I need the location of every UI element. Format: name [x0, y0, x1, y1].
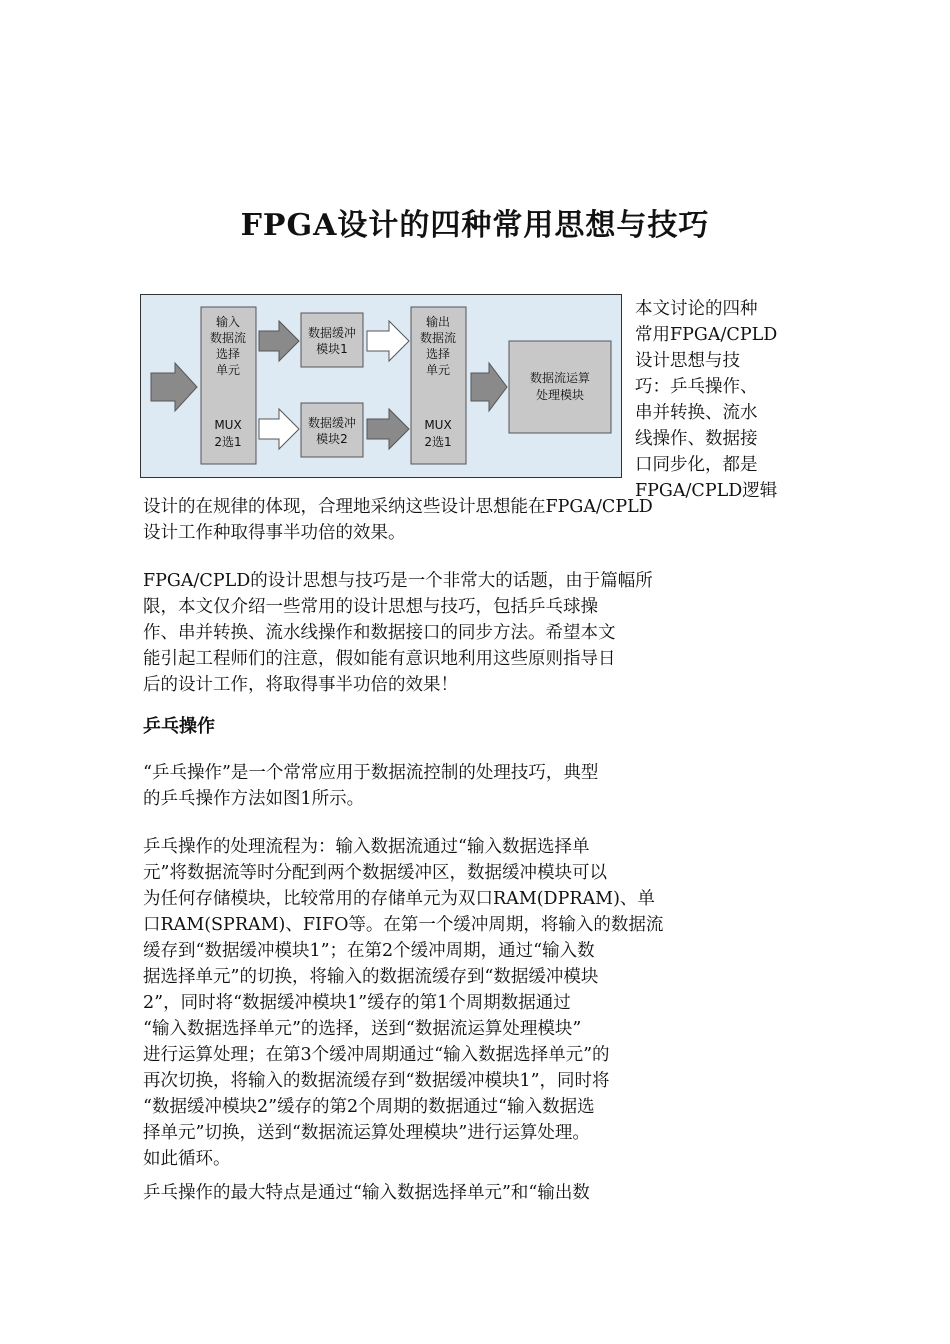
paragraph-line: 缓存到“数据缓冲模块1”；在第2个缓冲周期，通过“输入数 — [143, 941, 595, 961]
input-mux-label-2: 2选1 — [214, 435, 242, 449]
arrow-to-buffer1 — [259, 321, 299, 361]
paragraph-line: 的乒乓操作方法如图1所示。 — [143, 789, 365, 809]
ping-pong-figure — [140, 294, 622, 478]
paragraph-line: 乒乓操作的处理流程为：输入数据流通过“输入数据选择单 — [143, 837, 590, 857]
paragraph-line: 据选择单元”的切换，将输入的数据流缓存到“数据缓冲模块 — [143, 967, 599, 987]
intro-side-line: 串并转换、流水 — [635, 403, 758, 423]
buffer1-box — [301, 313, 363, 367]
output-mux-label-1: MUX — [424, 418, 452, 432]
paragraph-line: 2”，同时将“数据缓冲模块1”缓存的第1个周期数据通过 — [143, 993, 571, 1013]
paragraph-line: 作、串并转换、流水线操作和数据接口的同步方法。希望本文 — [143, 623, 616, 643]
intro-side-text — [635, 296, 810, 504]
intro-side-line: 本文讨论的四种 — [635, 299, 758, 319]
paragraph-line: “乒乓操作”是一个常常应用于数据流控制的处理技巧，典型 — [143, 763, 599, 783]
paragraph-line: 能引起工程师们的注意，假如能有意识地利用这些原则指导日 — [143, 649, 616, 669]
input-unit-label-4: 单元 — [215, 363, 241, 377]
paragraph-ping-pong-feature — [143, 1180, 808, 1206]
arrow-from-buffer2 — [367, 409, 409, 449]
paragraph-line: 元”将数据流等时分配到两个数据缓冲区，数据缓冲模块可以 — [143, 863, 607, 883]
paragraph-line: 后的设计工作，将取得事半功倍的效果！ — [143, 675, 458, 695]
paragraph-line: 乒乓操作的最大特点是通过“输入数据选择单元”和“输出数 — [143, 1183, 590, 1203]
output-unit-label-2: 数据流 — [419, 331, 457, 345]
input-arrow — [151, 363, 197, 411]
arrow-to-process — [471, 363, 507, 411]
paragraph-line: 口RAM(SPRAM)、FIFO等。在第一个缓冲周期，将输入的数据流 — [143, 915, 664, 935]
paragraph-line: “数据缓冲模块2”缓存的第2个周期的数据通过“输入数据选 — [143, 1097, 595, 1117]
paragraph-line: 如此循环。 — [143, 1149, 231, 1169]
output-unit-label-1: 输出 — [425, 315, 451, 329]
paragraph-scope — [143, 568, 808, 698]
figure-diagram — [141, 295, 621, 477]
buffer2-label-1: 数据缓冲 — [307, 416, 357, 430]
arrow-to-buffer2 — [259, 409, 299, 449]
intro-side-line: 常用FPGA/CPLD — [635, 325, 778, 345]
intro-continuation — [143, 494, 808, 546]
section-heading-ping-pong: 乒乓操作 — [143, 716, 215, 737]
page-title: FPGA设计的四种常用思想与技巧 — [240, 208, 710, 243]
output-unit-label-3: 选择 — [425, 347, 451, 361]
intro-side-line: 巧：乒乓操作、 — [635, 377, 758, 397]
intro-side-line: 口同步化，都是 — [635, 455, 758, 475]
paragraph-ping-pong-intro — [143, 760, 808, 812]
paragraph-line: FPGA/CPLD的设计思想与技巧是一个非常大的话题，由于篇幅所 — [143, 571, 653, 591]
process-label-1: 数据流运算 — [529, 371, 591, 385]
intro-line: 设计工作种取得事半功倍的效果。 — [143, 523, 406, 543]
intro-side-line: 设计思想与技 — [635, 351, 740, 371]
output-mux-label-2: 2选1 — [424, 435, 452, 449]
arrow-from-buffer1 — [367, 321, 409, 361]
paragraph-line: 限，本文仅介绍一些常用的设计思想与技巧，包括乒乓球操 — [143, 597, 598, 617]
paragraph-line: 择单元”切换，送到“数据流运算处理模块”进行运算处理。 — [143, 1123, 590, 1143]
paragraph-ping-pong-flow — [143, 834, 808, 1172]
input-mux-label-1: MUX — [214, 418, 242, 432]
intro-side-line: FPGA/CPLD逻辑 — [635, 481, 778, 501]
output-unit-label-4: 单元 — [425, 363, 451, 377]
paragraph-line: “输入数据选择单元”的选择，送到“数据流运算处理模块” — [143, 1019, 582, 1039]
buffer1-label-1: 数据缓冲 — [307, 326, 357, 340]
input-unit-label-3: 选择 — [215, 347, 241, 361]
process-box — [509, 341, 611, 433]
paragraph-line: 进行运算处理；在第3个缓冲周期通过“输入数据选择单元”的 — [143, 1045, 610, 1065]
input-unit-label-2: 数据流 — [209, 331, 247, 345]
intro-side-line: 线操作、数据接 — [635, 429, 758, 449]
input-unit-label-1: 输入 — [215, 315, 241, 329]
intro-line: 设计的在规律的体现，合理地采纳这些设计思想能在FPGA/CPLD — [143, 497, 653, 517]
buffer2-box — [301, 403, 363, 457]
process-label-2: 处理模块 — [535, 388, 585, 402]
buffer2-label-2: 模块2 — [316, 432, 348, 446]
paragraph-line: 再次切换，将输入的数据流缓存到“数据缓冲模块1”，同时将 — [143, 1071, 610, 1091]
paragraph-line: 为任何存储模块，比较常用的存储单元为双口RAM(DPRAM)、单 — [143, 889, 655, 909]
buffer1-label-2: 模块1 — [316, 342, 348, 356]
